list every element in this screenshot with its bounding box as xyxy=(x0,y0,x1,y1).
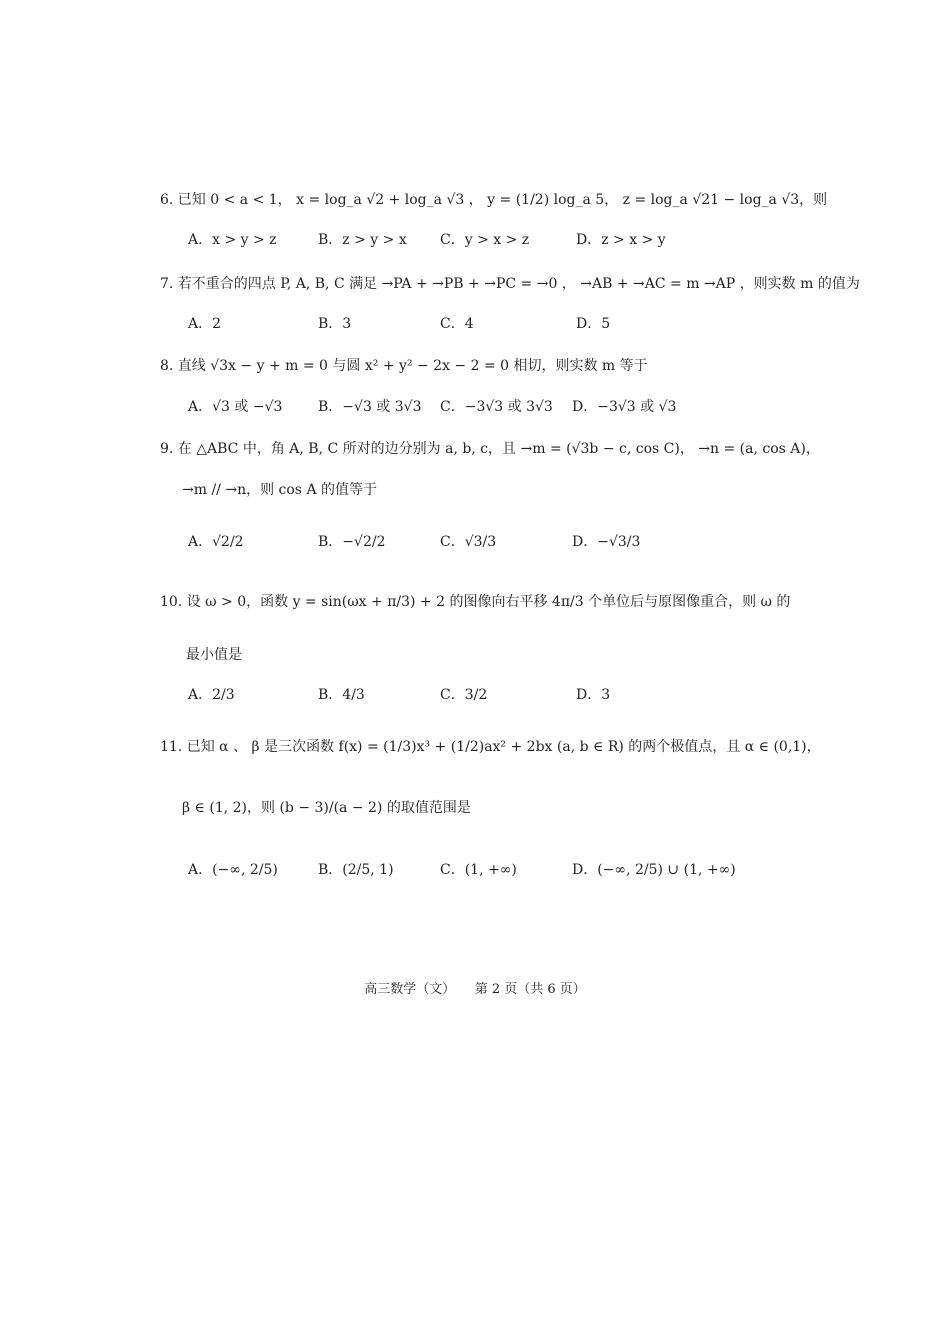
question-11-option-a: A．(−∞, 2/5) xyxy=(188,862,278,878)
question-9-option-a: A．√2/2 xyxy=(188,534,244,550)
question-6-stem: 6. 已知 0 < a < 1， x = log_a √2 + log_a √3 ， y = (1/2) log_a 5， z = log_a √21 − log_a √3，则 xyxy=(160,192,828,208)
question-7-option-c: C．4 xyxy=(440,316,474,332)
question-9-option-c: C．√3/3 xyxy=(440,534,497,550)
question-9-option-b: B．−√2/2 xyxy=(318,534,386,550)
question-8-option-c: C．−3√3 或 3√3 xyxy=(440,399,553,415)
question-9-stem-line-2: →m // →n，则 cos A 的值等于 xyxy=(182,482,378,498)
question-6-option-a: A．x > y > z xyxy=(188,232,277,248)
question-11-stem-line-1: 11. 已知 α 、 β 是三次函数 f(x) = (1/3)x³ + (1/2)ax² + 2bx (a, b ∈ R) 的两个极值点，且 α ∈ (0,1)， xyxy=(160,739,821,755)
question-9-stem-line-1: 9. 在 △ABC 中，角 A, B, C 所对的边分别为 a, b, c，且 →m = (√3b − c, cos C)， →n = (a, cos A)， xyxy=(160,441,820,457)
question-8-option-b: B．−√3 或 3√3 xyxy=(318,399,422,415)
question-7-option-d: D．5 xyxy=(576,316,611,332)
question-10-option-d: D．3 xyxy=(576,687,611,703)
question-6-option-d: D．z > x > y xyxy=(576,232,666,248)
question-8-stem: 8. 直线 √3x − y + m = 0 与圆 x² + y² − 2x − 2 = 0 相切，则实数 m 等于 xyxy=(160,358,648,374)
question-10-option-b: B．4/3 xyxy=(318,687,365,703)
question-10-option-a: A．2/3 xyxy=(188,687,235,703)
page-footer: 高三数学（文） 第 2 页（共 6 页） xyxy=(364,982,586,997)
question-6-option-b: B．z > y > x xyxy=(318,232,407,248)
question-11-option-c: C．(1, +∞) xyxy=(440,862,517,878)
question-8-option-a: A．√3 或 −√3 xyxy=(188,399,283,415)
question-11-option-b: B．(2/5, 1) xyxy=(318,862,394,878)
question-8-option-d: D．−3√3 或 √3 xyxy=(572,399,677,415)
question-10-stem-line-2: 最小值是 xyxy=(186,647,242,663)
question-10-stem-line-1: 10. 设 ω > 0，函数 y = sin(ωx + π/3) + 2 的图像向右平移 4π/3 个单位后与原图像重合，则 ω 的 xyxy=(160,594,791,610)
question-7-option-a: A．2 xyxy=(188,316,222,332)
question-11-option-d: D．(−∞, 2/5) ∪ (1, +∞) xyxy=(572,862,736,878)
question-6-option-c: C．y > x > z xyxy=(440,232,530,248)
question-10-option-c: C．3/2 xyxy=(440,687,488,703)
question-7-option-b: B．3 xyxy=(318,316,352,332)
question-11-stem-line-2: β ∈ (1, 2)，则 (b − 3)/(a − 2) 的取值范围是 xyxy=(182,800,471,816)
question-7-stem: 7. 若不重合的四点 P, A, B, C 满足 →PA + →PB + →PC = →0 ， →AB + →AC = m →AP ，则实数 m 的值为 xyxy=(160,276,860,292)
question-9-option-d: D．−√3/3 xyxy=(572,534,641,550)
